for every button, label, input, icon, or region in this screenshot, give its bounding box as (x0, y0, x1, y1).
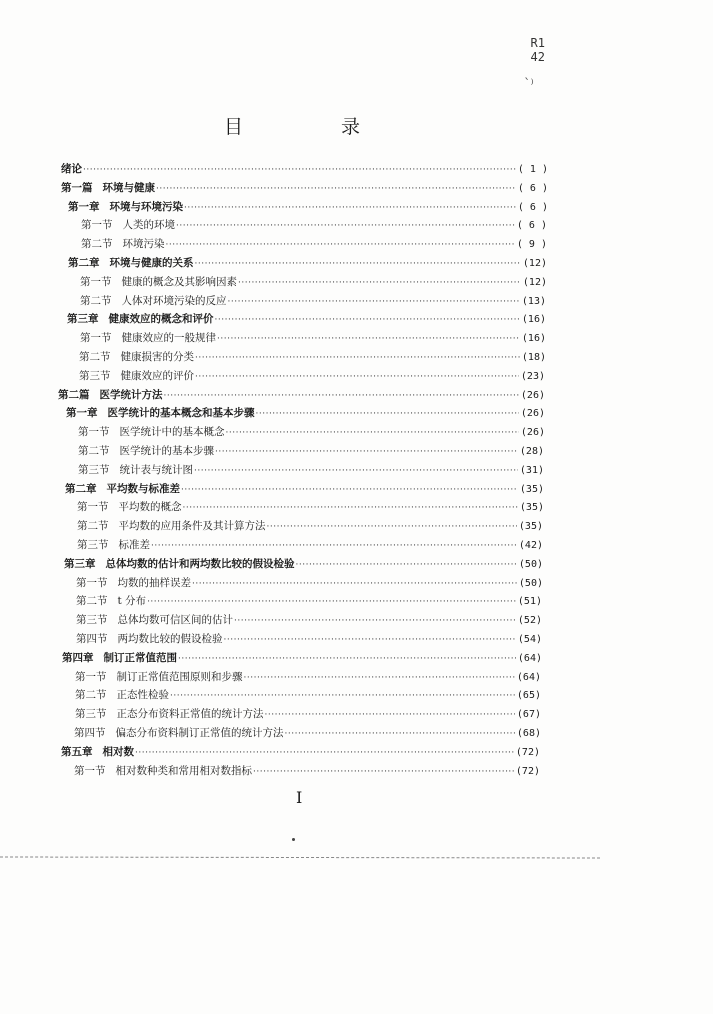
toc-entry-title: 医学统计方法 (99, 389, 163, 401)
toc-entry[interactable] (76, 574, 543, 592)
toc-entry-page: (50) (518, 578, 543, 589)
toc-entry-number: 第三节 (78, 464, 110, 476)
pencil-mark-icon: ˋ⁾ (524, 77, 534, 92)
toc-entry-label (76, 611, 234, 629)
toc-entry-page: (23) (520, 371, 545, 382)
toc-entry-number: 第三章 (67, 313, 99, 325)
toc-entry-title: 相对数种类和常用相对数指标 (115, 765, 252, 777)
toc-entry-title: 制订正常值范围 (103, 652, 177, 664)
toc-entry-page: ( 1 ) (517, 164, 548, 175)
toc-entry-page: (35) (518, 521, 543, 532)
toc-entry-page: ( 6 ) (517, 183, 548, 194)
toc-entry-label (78, 423, 226, 441)
toc-entry-number: 第二章 (68, 257, 100, 269)
toc-leader-dots (267, 518, 517, 536)
toc-leader-dots (176, 217, 515, 235)
toc-leader-dots (244, 669, 515, 687)
toc-entry[interactable] (75, 686, 541, 704)
toc-entry-page: (72) (515, 766, 540, 777)
toc-leader-dots (183, 499, 518, 517)
toc-entry-title: 正态分布资料正常值的统计方法 (116, 708, 264, 720)
toc-entry-label (77, 517, 267, 535)
scan-speck (292, 838, 295, 841)
catalog-mark-line-2: 42 (530, 50, 545, 64)
toc-entry[interactable] (77, 498, 544, 516)
toc-entry-label (61, 179, 156, 197)
toc-entry-page: (64) (517, 653, 542, 664)
toc-entry[interactable] (67, 310, 546, 328)
toc-entry-label (81, 216, 176, 234)
toc-entry-title: 总体均数可信区间的估计 (117, 614, 233, 626)
toc-entry-title: 平均数的应用条件及其计算方法 (118, 520, 266, 532)
toc-entry-page: (12) (522, 277, 547, 288)
toc-entry-number: 第一节 (76, 577, 108, 589)
toc-entry[interactable] (81, 216, 547, 234)
toc-entry[interactable] (78, 442, 544, 460)
toc-entry-label (75, 668, 244, 686)
toc-entry-title: 健康的概念及其影响因素 (121, 276, 237, 288)
toc-entry-label (78, 442, 215, 460)
toc-entry[interactable] (61, 179, 548, 197)
toc-entry-label (64, 555, 296, 573)
toc-entry-title: 绪论 (61, 163, 82, 175)
toc-entry[interactable] (80, 273, 547, 291)
toc-entry-page: ( 6 ) (516, 220, 547, 231)
toc-leader-dots (195, 368, 519, 386)
toc-entry-label (77, 498, 183, 516)
toc-entry-number: 第三节 (75, 708, 107, 720)
toc-entry-page: (35) (519, 484, 544, 495)
toc-leader-dots (253, 763, 514, 781)
toc-entry-number: 第二节 (75, 689, 107, 701)
toc-entry-title: 环境与环境污染 (109, 201, 183, 213)
toc-leader-dots (296, 556, 517, 574)
toc-entry[interactable] (58, 386, 545, 404)
toc-entry-number: 第二节 (79, 351, 111, 363)
catalog-mark-line-1: R1 (530, 36, 545, 50)
toc-entry[interactable] (66, 404, 545, 422)
toc-entry-label (79, 367, 195, 385)
toc-entry[interactable] (61, 743, 540, 761)
toc-leader-dots (181, 481, 518, 499)
toc-entry-label (77, 536, 151, 554)
toc-entry-page: (72) (515, 747, 540, 758)
toc-entry-label (61, 743, 135, 761)
toc-entry-title: 人体对环境污染的反应 (121, 295, 227, 307)
toc-entry-page: (50) (518, 559, 543, 570)
toc-entry-number: 第四章 (62, 652, 94, 664)
toc-entry-number: 第三章 (64, 558, 96, 570)
toc-entry-title: 环境污染 (122, 238, 165, 250)
toc-entry[interactable] (76, 592, 542, 610)
toc-leader-dots (135, 744, 514, 762)
toc-entry-label (74, 724, 285, 742)
toc-entry-number: 第一节 (78, 426, 110, 438)
toc-entry-number: 第三节 (77, 539, 109, 551)
toc-entry[interactable] (75, 668, 541, 686)
toc-leader-dots (265, 706, 515, 724)
toc-entry-number: 第一节 (75, 671, 107, 683)
toc-leader-dots (184, 199, 516, 217)
toc-leader-dots (156, 180, 516, 198)
toc-entry-page: (42) (518, 540, 543, 551)
toc-leader-dots (164, 387, 519, 405)
toc-entry-title: 偏态分布资料制订正常值的统计方法 (115, 727, 284, 739)
toc-entry[interactable] (79, 348, 546, 366)
toc-leader-dots (166, 236, 515, 254)
toc-entry-label (74, 762, 253, 780)
toc-entry[interactable] (78, 423, 545, 441)
toc-leader-dots (234, 612, 516, 630)
toc-leader-dots (238, 274, 521, 292)
toc-leader-dots (83, 161, 516, 179)
toc-entry-title: 均数的抽样误差 (117, 577, 191, 589)
toc-leader-dots (285, 725, 515, 743)
toc-entry-page: (26) (520, 408, 545, 419)
toc-entry[interactable] (74, 724, 541, 742)
toc-entry-page: (18) (521, 352, 546, 363)
toc-entry-label (76, 630, 224, 648)
toc-leader-dots (224, 631, 516, 649)
toc-leader-dots (194, 462, 518, 480)
toc-entry-title: 正态性检验 (116, 689, 169, 701)
toc-entry[interactable] (79, 367, 545, 385)
toc-entry-title: 两均数比较的假设检验 (117, 633, 223, 645)
toc-entry[interactable] (75, 705, 541, 723)
toc-entry[interactable] (64, 555, 543, 573)
toc-entry-number: 第一节 (74, 765, 106, 777)
toc-entry-page: (31) (519, 465, 544, 476)
page-title: 目 录 (223, 116, 407, 138)
toc-entry-title: 健康效应的一般规律 (121, 332, 216, 344)
toc-entry-page: (16) (521, 333, 546, 344)
toc-entry-label (80, 273, 238, 291)
toc-entry-label (58, 386, 164, 404)
toc-entry-number: 第一节 (80, 276, 112, 288)
toc-entry-page: (65) (516, 690, 541, 701)
toc-entry[interactable] (65, 480, 544, 498)
toc-entry[interactable] (74, 762, 540, 780)
toc-entry-page: (26) (520, 427, 545, 438)
toc-entry-number: 第五章 (61, 746, 93, 758)
toc-entry-label (80, 329, 217, 347)
toc-entry-title: 环境与健康 (102, 182, 155, 194)
toc-leader-dots (215, 311, 520, 329)
toc-entry-title: 健康效应的评价 (120, 370, 194, 382)
toc-entry-number: 第四节 (76, 633, 108, 645)
toc-leader-dots (178, 650, 516, 668)
toc-entry-number: 第一节 (80, 332, 112, 344)
toc-entry-number: 第二节 (80, 295, 112, 307)
toc-entry-page: (68) (516, 728, 541, 739)
toc-leader-dots (170, 687, 515, 705)
toc-entry-page: (13) (521, 296, 546, 307)
toc-entry-label (75, 686, 170, 704)
toc-entry[interactable] (62, 649, 542, 667)
toc-entry-number: 第四节 (74, 727, 106, 739)
toc-entry-label (68, 198, 184, 216)
toc-entry[interactable] (78, 461, 544, 479)
toc-entry-title: 人类的环境 (122, 219, 175, 231)
toc-entry-title: 环境与健康的关系 (109, 257, 194, 269)
toc-entry-title: 健康效应的概念和评价 (108, 313, 214, 325)
toc-entry-number: 第二节 (77, 520, 109, 532)
toc-leader-dots (195, 255, 521, 273)
toc-entry-page: (12) (522, 258, 547, 269)
toc-entry-title: 统计表与统计图 (119, 464, 193, 476)
toc-entry-label (76, 592, 147, 610)
toc-entry-page: (28) (519, 446, 544, 457)
toc-entry-number: 第三节 (76, 614, 108, 626)
toc-leader-dots (147, 593, 516, 611)
toc-entry-label (68, 254, 195, 272)
toc-entry-page: (52) (517, 615, 542, 626)
toc-entry-number: 第一章 (66, 407, 98, 419)
toc-entry-number: 第二章 (65, 483, 97, 495)
toc-entry-title: 制订正常值范围原则和步骤 (116, 671, 243, 683)
toc-entry-number: 第一章 (68, 201, 100, 213)
toc-entry[interactable] (80, 329, 546, 347)
page-number: I (296, 788, 303, 807)
toc-entry-number: 第三节 (79, 370, 111, 382)
toc-entry-label (66, 404, 256, 422)
toc-entry-title: 健康损害的分类 (120, 351, 194, 363)
toc-entry-page: (67) (516, 709, 541, 720)
toc-entry-number: 第一节 (81, 219, 113, 231)
toc-entry-title: t 分布 (117, 595, 147, 607)
toc-entry-title: 平均数与标准差 (106, 483, 180, 495)
toc-entry[interactable] (68, 254, 547, 272)
toc-leader-dots (215, 443, 518, 461)
toc-entry-label (75, 705, 265, 723)
toc-entry[interactable] (80, 292, 546, 310)
toc-entry-page: ( 6 ) (517, 202, 548, 213)
toc-entry[interactable] (76, 611, 542, 629)
toc-entry-page: ( 9 ) (516, 239, 547, 250)
toc-entry-number: 第二节 (76, 595, 108, 607)
toc-entry-page: (51) (517, 596, 542, 607)
toc-entry-title: 相对数 (102, 746, 134, 758)
toc-entry-number: 第二节 (81, 238, 113, 250)
toc-leader-dots (228, 293, 520, 311)
toc-entry-label (81, 235, 166, 253)
toc-entry[interactable] (76, 630, 542, 648)
toc-entry-label (62, 649, 178, 667)
toc-entry-title: 医学统计的基本步骤 (119, 445, 214, 457)
toc-entry-title: 医学统计中的基本概念 (119, 426, 225, 438)
toc-entry-number: 第二节 (78, 445, 110, 457)
toc-entry-title: 总体均数的估计和两均数比较的假设检验 (105, 558, 295, 570)
toc-entry[interactable] (61, 160, 548, 178)
toc-entry-label (61, 160, 83, 178)
toc-leader-dots (195, 349, 520, 367)
toc-entry-title: 平均数的概念 (118, 501, 182, 513)
toc-entry-number: 第二篇 (58, 389, 90, 401)
toc-leader-dots (151, 537, 517, 555)
toc-entry-label (76, 574, 192, 592)
toc-leader-dots (256, 405, 519, 423)
toc-entry-page: (26) (520, 390, 545, 401)
toc-entry-label (78, 461, 194, 479)
toc-entry-page: (64) (516, 672, 541, 683)
toc-entry-label (80, 292, 228, 310)
toc-entry-title: 标准差 (118, 539, 150, 551)
toc-entry-number: 第一节 (77, 501, 109, 513)
toc-entry[interactable] (68, 198, 548, 216)
toc-entry-page: (35) (519, 502, 544, 513)
toc-entry-label (65, 480, 181, 498)
toc-leader-dots (192, 575, 517, 593)
toc-entry-number: 第一篇 (61, 182, 93, 194)
toc-leader-dots (226, 424, 519, 442)
toc-entry-page: (54) (517, 634, 542, 645)
toc-entry-label (67, 310, 215, 328)
toc-leader-dots (217, 330, 520, 348)
toc-entry[interactable] (77, 536, 543, 554)
toc-entry-label (79, 348, 195, 366)
toc-entry-page: (16) (521, 314, 546, 325)
toc-entry[interactable] (81, 235, 547, 253)
toc-entry[interactable] (77, 517, 543, 535)
toc-entry-title: 医学统计的基本概念和基本步骤 (107, 407, 255, 419)
